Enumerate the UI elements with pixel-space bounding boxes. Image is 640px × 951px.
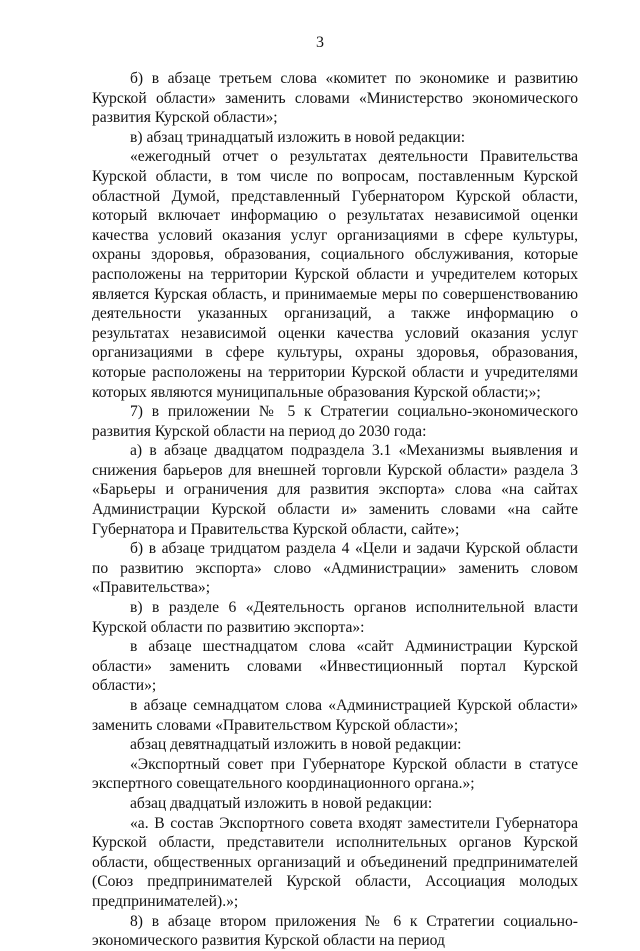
- document-body: [92, 69, 578, 951]
- paragraph: в абзаце шестнадцатом слова «сайт Администрации Курской области» заменить словами «Инвестиционный портал Курской области»;: [92, 638, 578, 695]
- paragraph: в) абзац тринадцатый изложить в новой редакции:: [130, 128, 466, 146]
- page-number: 3: [316, 34, 324, 51]
- paragraph: 7) в приложении № 5 к Стратегии социально-экономического развития Курской области на период до 2030 года:: [92, 403, 578, 440]
- paragraph: б) в абзаце третьем слова «комитет по экономике и развитию Курской области» заменить словами «Министерство экономического развития Курской области»;: [92, 70, 578, 127]
- paragraph: «ежегодный отчет о результатах деятельности Правительства Курской области, в том числе по вопросам, поставленным Курской областной Думой, представленный Губернатором Курской области, который включает информацию о результатах независимой оценки качества условий оказания услуг организациями в сфере культуры, охраны здоровья, образования, социального обслуживания, которые расположены на территории Курской области и учредителем которых является Курская область, и принимаемые меры по совершенствованию деятельности указанных организаций, а также информацию о результатах независимой оценки качества условий оказания услуг организациями в сфере культуры, охраны здоровья, образования, которые расположены на территории Курской области и учредителями которых являются муниципальные образования Курской области;»;: [92, 148, 578, 401]
- paragraph: «а. В состав Экспортного совета входят заместители Губернатора Курской области, представители исполнительных органов Курской области, общественных организаций и объединений предпринимателей (Союз предпринимателей Курской области, Ассоциация молодых предпринимателей).»;: [92, 814, 578, 910]
- paragraph: б) в абзаце тридцатом раздела 4 «Цели и задачи Курской области по развитию экспорта» слово «Администрации» заменить словом «Правительства»;: [92, 540, 578, 597]
- paragraph: «Экспортный совет при Губернаторе Курской области в статусе экспертного совещательного координационного органа.»;: [92, 755, 578, 793]
- paragraph: 8) в абзаце втором приложения № 6 к Стратегии социально-экономического развития Курской области на период: [92, 912, 578, 950]
- paragraph: абзац двадцатый изложить в новой редакции:: [130, 794, 433, 812]
- paragraph: в абзаце семнадцатом слова «Администрацией Курской области» заменить словами «Правительством Курской области»;: [92, 697, 578, 734]
- paragraph: абзац девятнадцатый изложить в новой редакции:: [130, 736, 462, 754]
- paragraph: в) в разделе 6 «Деятельность органов исполнительной власти Курской области по развитию экспорта»:: [92, 599, 578, 636]
- paragraph: а) в абзаце двадцатом подраздела 3.1 «Механизмы выявления и снижения барьеров для внешней торговли Курской области» раздела 3 «Барьеры и ограничения для развития экспорта» слова «на сайтах Администрации Курской области и» заменить словами «на сайте Губернатора и Правительства Курской области, сайте»;: [92, 442, 578, 538]
